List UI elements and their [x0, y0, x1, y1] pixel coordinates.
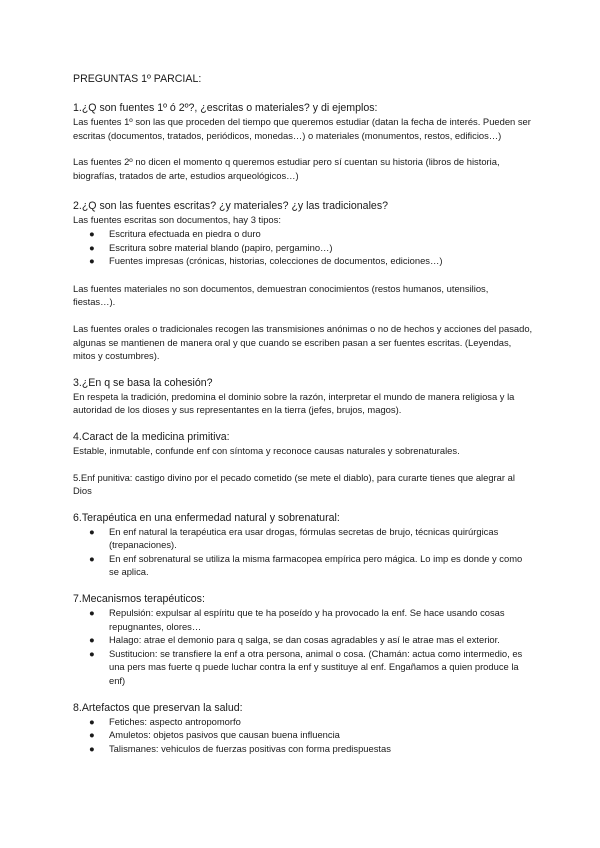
- answer-4-paragraph: Estable, inmutable, confunde enf con síntoma y reconoce causas naturales y sobrenaturales.: [73, 444, 460, 456]
- document-content: [73, 72, 533, 755]
- list-item: ● En enf sobrenatural se utiliza la misma farmacopea empírica pero mágica. Lo imp es donde y como se aplica.: [89, 552, 523, 578]
- question-6: 6.Terapéutica en una enfermedad natural y sobrenatural:: [73, 511, 340, 524]
- list-item: ● Repulsión: expulsar al espíritu que te ha poseído y ha provocado la enf. Se hace usando cosas repugnantes, olores…: [89, 607, 505, 632]
- question-7: 7.Mecanismos terapéuticos:: [73, 593, 205, 606]
- list-item: ● Talismanes: vehiculos de fuerzas positivas con forma predispuestas: [89, 742, 391, 754]
- question-3: 3.¿En q se basa la cohesión?: [73, 376, 213, 389]
- answer-2-list: [73, 227, 533, 268]
- answer-2-paragraph-1: Las fuentes materiales no son documentos, demuestran conocimientos (restos humanos, utensilios, fiestas…).: [73, 282, 489, 308]
- bullet-icon: ●: [89, 715, 95, 727]
- question-8: 8.Artefactos que preservan la salud:: [73, 701, 243, 714]
- page-title: PREGUNTAS 1º PARCIAL:: [73, 73, 202, 85]
- question-1: 1.¿Q son fuentes 1º ó 2º?, ¿escritas o materiales? y di ejemplos:: [73, 102, 378, 114]
- answer-8-list: [73, 715, 533, 756]
- bullet-icon: ●: [89, 647, 95, 659]
- list-item: ● En enf natural la terapéutica era usar drogas, fórmulas secretas de brujo, técnicas quirúrgicas (trepanaciones).: [89, 525, 499, 551]
- answer-2-intro: Las fuentes escritas son documentos, hay 3 tipos:: [73, 214, 281, 226]
- answer-2-paragraph-2: Las fuentes orales o tradicionales recogen las transmisiones anónimas o no de hechos y acciones del pasado, algunas se mantienen de manera oral y que cuando se escriben pasan a ser fuentes escritas. (Leyendas, mitos y costumbres).: [73, 322, 533, 362]
- question-4: 4.Caract de la medicina primitiva:: [73, 430, 230, 443]
- bullet-icon: ●: [89, 525, 95, 537]
- question-2: 2.¿Q son las fuentes escritas? ¿y materiales? ¿y las tradicionales?: [73, 200, 389, 213]
- bullet-icon: ●: [89, 607, 95, 619]
- answer-1-paragraph-2: Las fuentes 2º no dicen el momento q queremos estudiar pero sí cuentan su historia (libros de historia, biografías, tratados de arte, estudios arqueológicos…): [73, 156, 500, 181]
- list-item: ● Escritura sobre material blando (papiro, pergamino…): [89, 241, 333, 253]
- list-item: ● Amuletos: objetos pasivos que causan buena influencia: [89, 729, 340, 741]
- bullet-icon: ●: [89, 227, 95, 239]
- bullet-icon: ●: [89, 742, 95, 754]
- list-item: ● Fuentes impresas (crónicas, historias, colecciones de documentos, ediciones…): [89, 255, 443, 267]
- bullet-icon: ●: [89, 552, 95, 564]
- answer-6-list: [73, 525, 533, 579]
- answer-7-list: [73, 606, 533, 688]
- list-item: ● Escritura efectuada en piedra o duro: [89, 227, 261, 239]
- bullet-icon: ●: [89, 255, 95, 267]
- answer-1-paragraph-1: Las fuentes 1º son las que proceden del tiempo que queremos estudiar (datan la fecha de interés. Pueden ser escritas (documentos, tratados, periódicos, monedas…) o materiales (monumentos, restos, edificios…): [73, 116, 531, 141]
- question-5: 5.Enf punitiva: castigo divino por el pecado cometido (se mete el diablo), para curarte tienes que alegrar al Dios: [73, 471, 515, 497]
- answer-3-paragraph: En respeta la tradición, predomina el dominio sobre la razón, interpretar el mundo de manera religiosa y la autoridad de los dioses y sus representantes en la tierra (jefes, brujos, magos).: [73, 390, 515, 416]
- bullet-icon: ●: [89, 729, 95, 741]
- bullet-icon: ●: [89, 634, 95, 646]
- list-item: ● Fetiches: aspecto antropomorfo: [89, 715, 241, 727]
- list-item: ● Halago: atrae el demonio para q salga, se dan cosas agradables y así le atrae mas el exterior.: [89, 634, 500, 646]
- list-item: ● Sustitucion: se transfiere la enf a otra persona, animal o cosa. (Chamán: actua como intermedio, es una pers mas fuerte q puede luchar contra la enf y sustituye al enf. Engañamos a quien produce la enf): [89, 647, 523, 687]
- bullet-icon: ●: [89, 241, 95, 253]
